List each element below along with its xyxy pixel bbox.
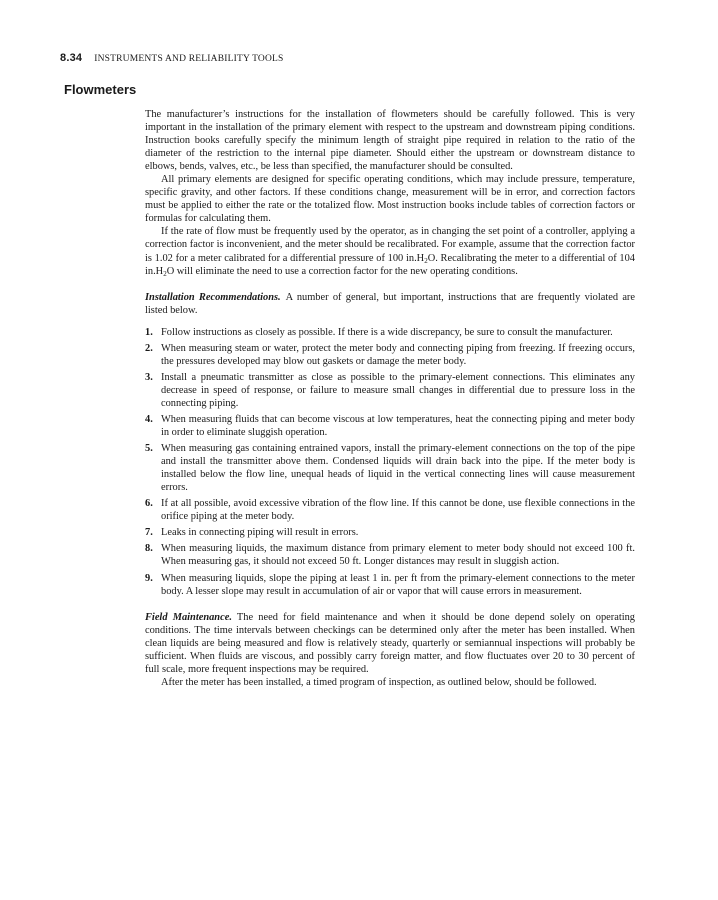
correction-text-3: O will eliminate the need to use a correction factor for the new operating conditions. — [166, 265, 518, 277]
intro-paragraph-2: All primary elements are designed for specific operating conditions, which may include pressure, temperature, specific gravity, and other factors. If these conditions change, measurement will be in error, and correction factors must be applied to either the rate or the totalized flow. Most instruction books include tables of correction factors or formulas for calculating them. — [145, 174, 635, 225]
list-item: 4. When measuring fluids that can become viscous at low temperatures, heat the connecting piping and meter body in order to eliminate sluggish operation. — [145, 413, 635, 439]
list-item: 8. When measuring liquids, the maximum distance from primary element to meter body should not exceed 100 ft. When measuring gas, it should not exceed 50 ft. Longer distances may result in sluggish action. — [145, 543, 635, 568]
recommendations-list — [145, 326, 635, 598]
installation-intro — [145, 291, 635, 317]
running-title: INSTRUMENTS AND RELIABILITY TOOLS — [94, 54, 284, 64]
field-maintenance-heading: Field Maintenance. — [145, 611, 232, 623]
list-item: 1. Follow instructions as closely as possible. If there is a wide discrepancy, be sure to consult the manufacturer. — [145, 326, 613, 338]
list-item: 2. When measuring steam or water, protect the meter body and connecting piping from freezing. If freezing occurs, the pressures developed may blow out gaskets or damage the meter body. — [145, 342, 635, 367]
field-maintenance-paragraph — [145, 611, 635, 676]
correction-text-2: O. Recalibrating the meter to a differential of 104 in.H — [145, 252, 635, 277]
body-text — [145, 108, 635, 689]
list-item: 9. When measuring liquids, slope the piping at least 1 in. per ft from the primary-element connections to the meter body. A lesser slope may result in accumulation of air or vapor that will cause errors in measurement. — [145, 572, 635, 597]
field-maintenance-text: The need for field maintenance and when it should be done depend solely on operating conditions. The time intervals between checkings can be determined only after the meter has been installed. When clean liquids are being measured and flow is relatively steady, quarterly or semiannual inspections will probably be sufficient. When fluids are viscous, and possibly carry foreign matter, and flow fluctuates over 20 to 30 percent of full scale, more frequent inspections may be required. — [145, 611, 635, 675]
correction-paragraph — [145, 225, 635, 277]
list-item: 7. Leaks in connecting piping will result in errors. — [145, 527, 359, 539]
subscript-2: 2 — [424, 256, 428, 265]
correction-text-1: If the rate of flow must be frequently used by the operator, as in changing the set point of a controller, applying a correction factor is inconvenient, and the meter should be recalibrated. For example, assume that the correction factor is 1.02 for a meter calibrated for a differential pressure of 100 in.H — [145, 226, 635, 264]
list-item: 6. If at all possible, avoid excessive vibration of the flow line. If this cannot be done, use flexible connections in the orifice piping at the meter body. — [145, 498, 635, 523]
list-item: 3. Install a pneumatic transmitter as close as possible to the primary-element connections. This eliminates any decrease in speed of response, or failure to measure small changes in differential due to pressure loss in the connecting piping. — [145, 371, 635, 409]
page-number: 8.34 — [60, 52, 83, 64]
subscript-2: 2 — [163, 269, 167, 278]
installation-lead: A number of general, but important, instructions that are frequently violated are listed below. — [145, 291, 635, 316]
intro-paragraph-1: The manufacturer’s instructions for the installation of flowmeters should be carefully followed. This is very important in the installation of the primary element with respect to the upstream and downstream piping conditions. Instruction books carefully specify the minimum length of straight pipe required in relation to the ratio of the diameter of the restriction to the internal pipe diameter. Should either the upstream or downstream distance to elbows, bends, valves, etc., be less than specified, the manufacturer should be consulted. — [145, 109, 635, 173]
section-title: Flowmeters — [64, 82, 137, 97]
list-item: 5. When measuring gas containing entrained vapors, install the primary-element connections on the top of the pipe and install the transmitter above them. Condensed liquids will drain back into the pipe. If the meter body is installed below the flow line, unequal heads of liquid in the vertical connecting lines will cause measurement errors. — [145, 443, 635, 494]
field-maintenance-followup: After the meter has been installed, a timed program of inspection, as outlined below, should be followed. — [161, 676, 597, 688]
installation-heading: Installation Recommendations. — [145, 291, 281, 303]
running-head — [60, 52, 284, 64]
